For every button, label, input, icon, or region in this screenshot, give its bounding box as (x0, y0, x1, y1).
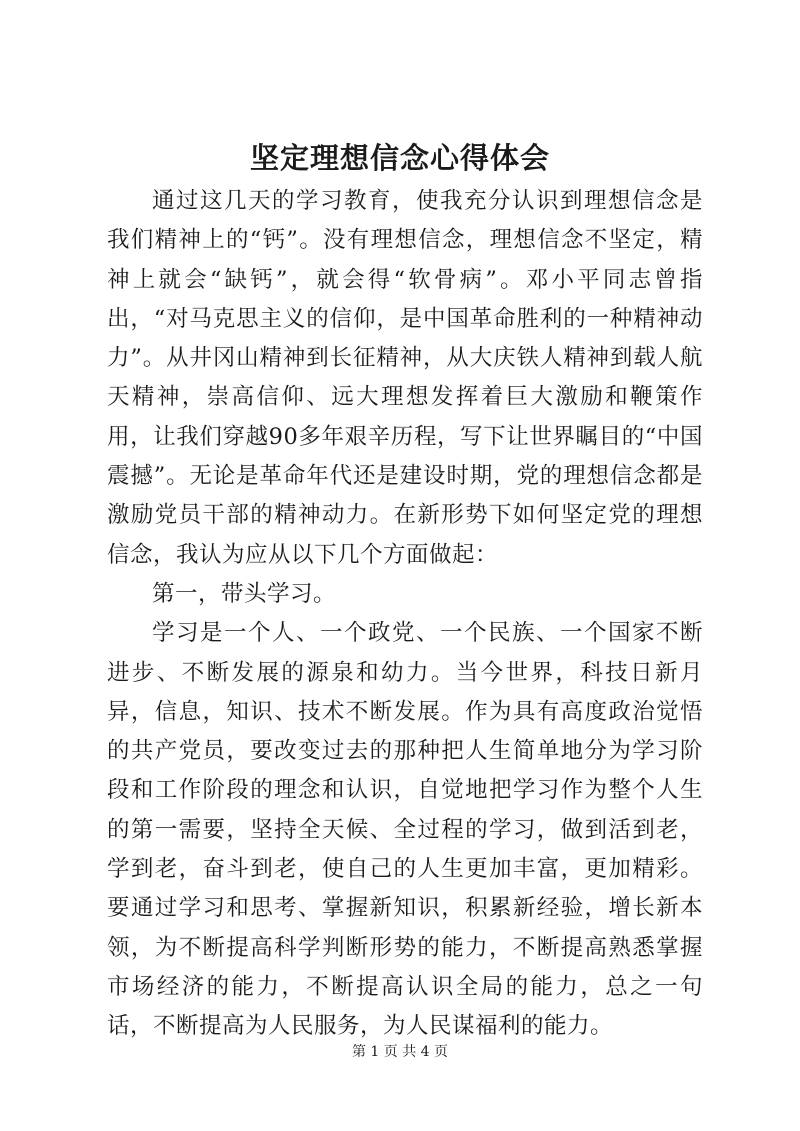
paragraph-study: 学习是一个人、一个政党、一个民族、一个国家不断进步、不断发展的源泉和幼力。当今世界，科技日新月异，信息，知识、技术不断发展。作为具有高度政治觉悟的共产党员，要改变过去的那种把人生简单地分为学习阶段和工作阶段的理念和认识，自觉地把学习作为整个人生的第一需要，坚持全天候、全过程的学习，做到活到老，学到老，奋斗到老，使自己的人生更加丰富，更加精彩。要通过学习和思考、掌握新知识，积累新经验，增长新本领，为不断提高科学判断形势的能力，不断提高熟悉掌握市场经济的能力，不断提高认识全局的能力，总之一句话，不断提高为人民服务，为人民谋福利的能力。 (107, 620, 703, 1040)
paragraph-intro: 通过这几天的学习教育，使我充分认识到理想信念是我们精神上的“钙”。没有理想信念，理想信念不坚定，精神上就会“缺钙”，就会得“软骨病”。邓小平同志曾指出，“对马克思主义的信仰，是中国革命胜利的一种精神动力”。从井冈山精神到长征精神，从大庆铁人精神到载人航天精神，崇高信仰、远大理想发挥着巨大激励和鞭策作用，让我们穿越90多年艰辛历程，写下让世界瞩目的“中国震撼”。无论是革命年代还是建设时期，党的理想信念都是激励党员干部的精神动力。在新形势下如何坚定党的理想信念，我认为应从以下几个方面做起： (107, 188, 703, 568)
document-body (107, 182, 703, 1047)
paragraph-heading-first: 第一，带头学习。 (152, 580, 337, 607)
document-title: 坚定理想信念心得体会 (249, 141, 550, 175)
page-number-footer: 第 1 页 共 4 页 (351, 1044, 449, 1060)
